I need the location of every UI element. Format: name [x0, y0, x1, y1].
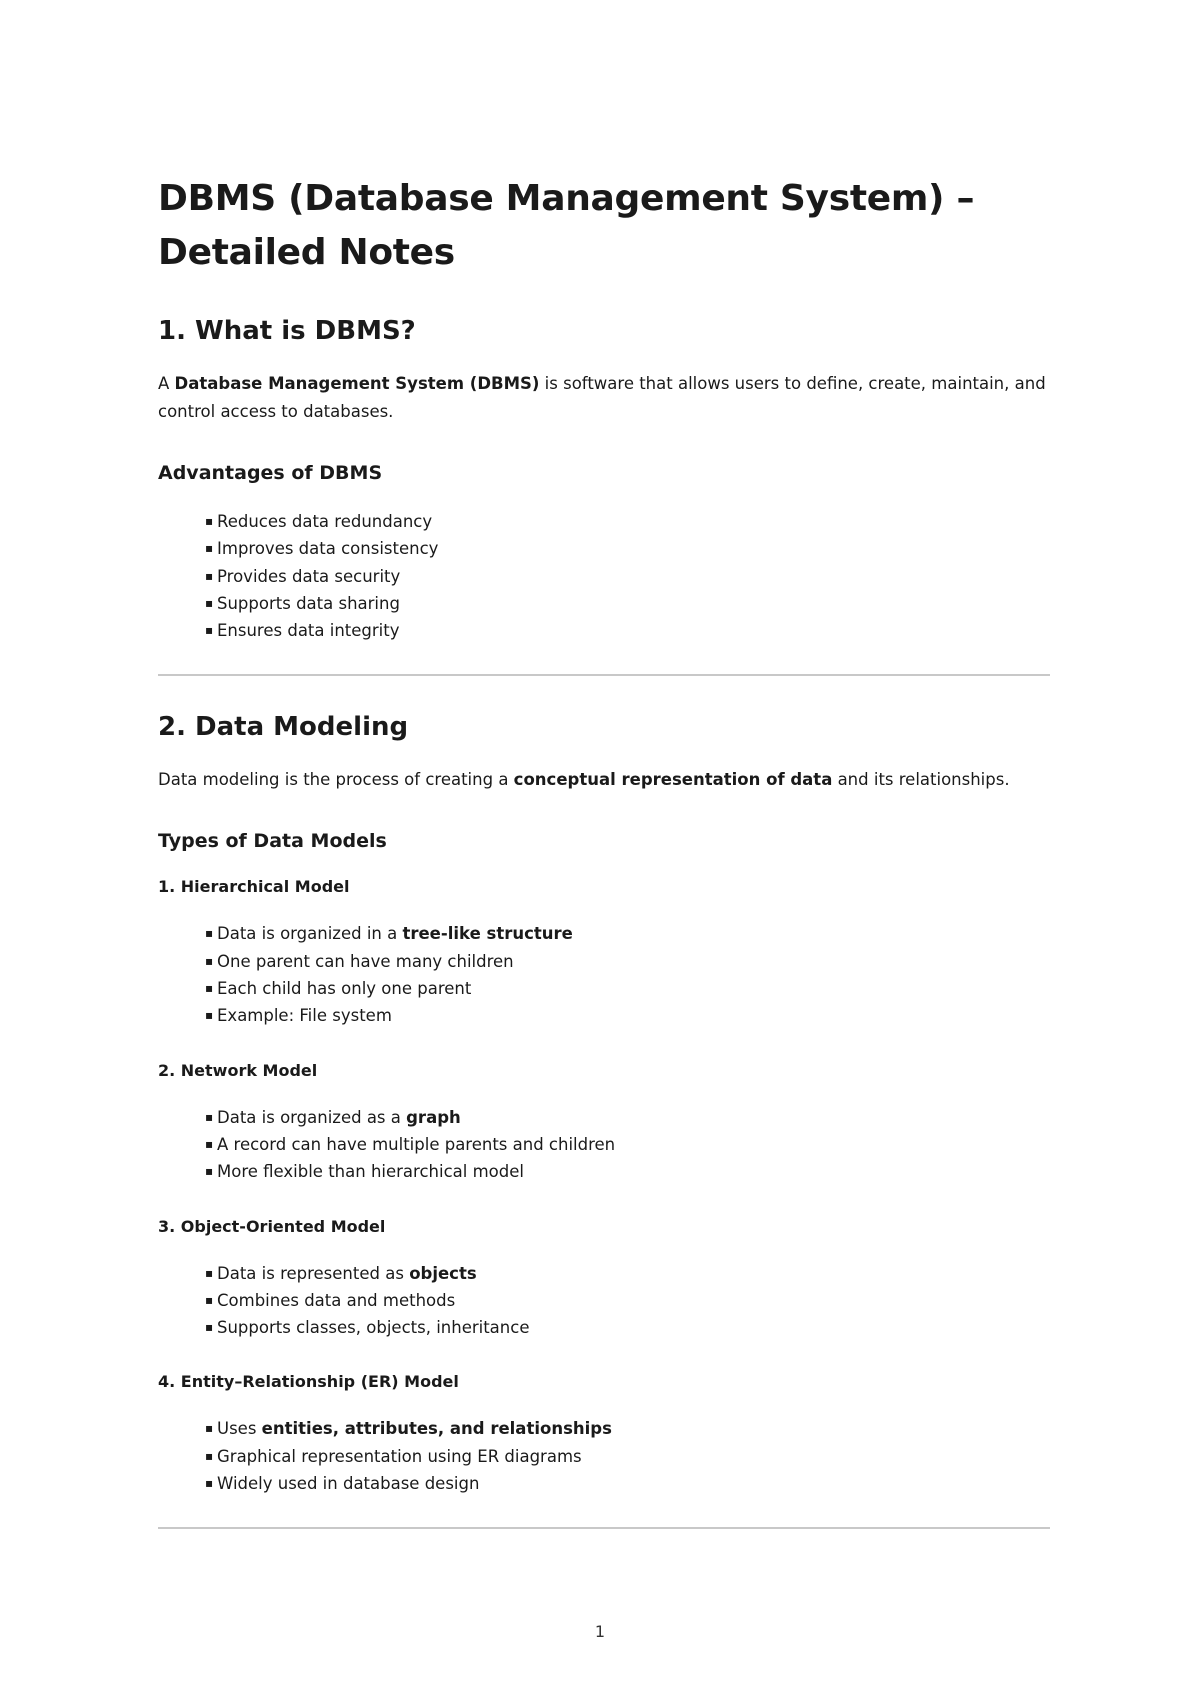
dbms-term: Database Management System (DBMS): [174, 374, 540, 393]
er-list: [158, 1415, 1050, 1497]
section-heading-data-modeling: 2. Data Modeling: [158, 712, 409, 743]
types-heading: Types of Data Models: [158, 830, 387, 853]
list-item: ▪ Data is organized as a graph: [205, 1104, 1050, 1131]
network-list: [158, 1104, 1050, 1186]
model-heading-object-oriented: 3. Object-Oriented Model: [158, 1216, 386, 1236]
advantages-heading: Advantages of DBMS: [158, 462, 383, 484]
document-content: [158, 172, 1050, 1529]
model-heading-er: 4. Entity–Relationship (ER) Model: [158, 1372, 459, 1392]
list-item: ▪ Ensures data integrity: [205, 617, 1050, 644]
section-divider: [158, 1527, 1050, 1529]
section-divider: [158, 674, 1050, 676]
document-title: DBMS (Database Management System) – Detailed Notes: [158, 178, 975, 273]
list-item: ▪ Each child has only one parent: [205, 975, 1050, 1002]
object-oriented-list: [158, 1260, 1050, 1342]
list-item: ▪ Example: File system: [205, 1002, 1050, 1029]
list-item: ▪ More flexible than hierarchical model: [205, 1158, 1050, 1185]
list-item: ▪ Reduces data redundancy: [205, 508, 1050, 535]
page-number: 1: [594, 1622, 606, 1641]
section-heading-what-is-dbms: 1. What is DBMS?: [158, 316, 416, 346]
data-modeling-definition: Data modeling is the process of creating a conceptual representation of data and its relationships.: [158, 770, 1010, 790]
list-item: ▪ Data is represented as objects: [205, 1260, 1050, 1287]
model-heading-hierarchical: 1. Hierarchical Model: [158, 877, 350, 897]
list-item: ▪ Supports data sharing: [205, 590, 1050, 617]
list-item: ▪ A record can have multiple parents and children: [205, 1131, 1050, 1158]
list-item: ▪ Graphical representation using ER diagrams: [205, 1443, 1050, 1470]
list-item: ▪ One parent can have many children: [205, 948, 1050, 975]
list-item: ▪ Combines data and methods: [205, 1287, 1050, 1314]
advantages-list: [158, 508, 1050, 644]
hierarchical-list: [158, 920, 1050, 1029]
list-item: ▪ Uses entities, attributes, and relationships: [205, 1415, 1050, 1442]
model-heading-network: 2. Network Model: [158, 1060, 318, 1080]
dbms-definition: A Database Management System (DBMS) is software that allows users to define, create, maintain, and control access to databases.: [158, 374, 1046, 421]
conceptual-term: conceptual representation of data: [513, 770, 833, 790]
list-item: ▪ Provides data security: [205, 563, 1050, 590]
list-item: ▪ Widely used in database design: [205, 1470, 1050, 1497]
list-item: ▪ Supports classes, objects, inheritance: [205, 1314, 1050, 1341]
list-item: ▪ Data is organized in a tree-like structure: [205, 920, 1050, 947]
list-item: ▪ Improves data consistency: [205, 535, 1050, 562]
